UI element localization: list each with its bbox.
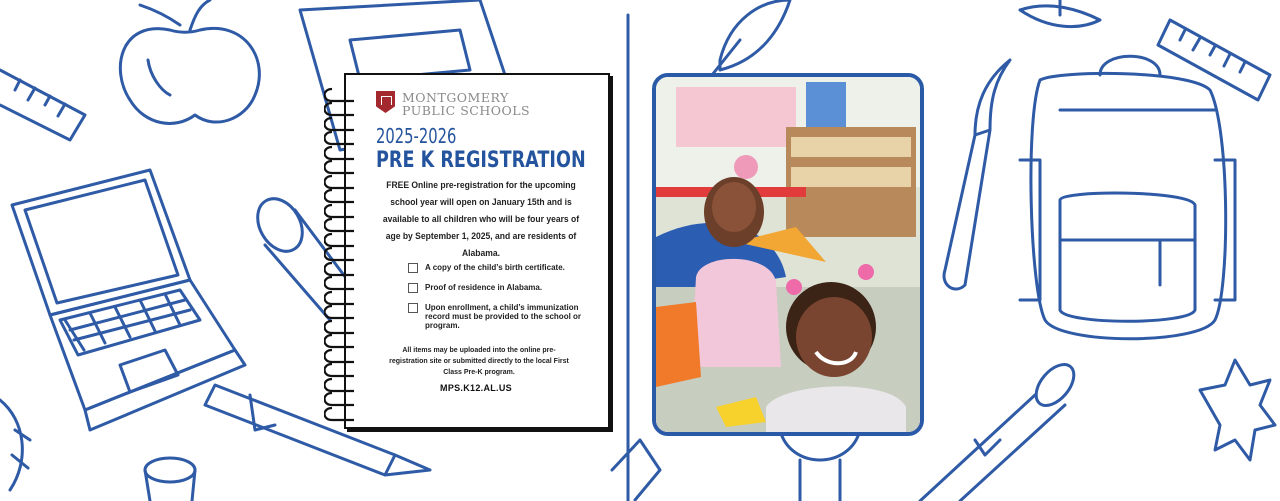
classroom-photo <box>652 73 924 436</box>
checkbox-icon <box>408 263 418 273</box>
rocket-icon <box>612 440 660 500</box>
cup-icon <box>780 430 860 501</box>
checkbox-icon <box>408 303 418 313</box>
apple-icon <box>120 0 259 123</box>
upload-note: All items may be uploaded into the online pre-registration site or submitted directly to the local First Class Pre-K program. <box>389 347 569 376</box>
checklist-item <box>408 303 598 330</box>
ruler-icon <box>1158 20 1270 100</box>
checkbox-icon <box>408 283 418 293</box>
paintbrush-icon <box>944 60 1010 289</box>
school-year: 2025-2026 <box>376 124 457 148</box>
logo-line-2: PUBLIC SCHOOLS <box>402 103 531 118</box>
intro-text: FREE Online pre-registration for the upcoming school year will open on January 15th and is available to all children who will be four years of age by September 1, 2025, and are residents of Alabama. <box>382 180 580 259</box>
ruler-icon <box>0 70 85 140</box>
checklist-item-label: Proof of residence in Alabama. <box>425 283 543 292</box>
tube-icon <box>145 458 195 501</box>
spiral-binding <box>324 83 358 423</box>
laptop-icon <box>12 170 245 430</box>
checklist-item <box>408 263 598 273</box>
checklist-item-label: Upon enrollment, a child’s immunization record must be provided to the school or program. <box>425 303 582 330</box>
maple-leaf-icon <box>1200 360 1275 460</box>
leaf-icon <box>0 400 30 490</box>
logo-line-1: MONTGOMERY <box>402 90 509 105</box>
website-url: MPS.K12.AL.US <box>440 383 512 393</box>
leaf-icon <box>1020 0 1100 27</box>
backpack-icon <box>1020 56 1235 339</box>
flyer-title: PRE K REGISTRATION <box>376 148 586 173</box>
checklist-item <box>408 283 598 293</box>
children-photo-illustration <box>656 77 920 432</box>
registration-flyer <box>344 73 610 429</box>
school-logo <box>376 91 530 117</box>
checklist-item-label: A copy of the child’s birth certificate. <box>425 263 565 272</box>
test-tube-icon <box>920 358 1081 501</box>
shield-icon <box>376 91 395 113</box>
requirements-checklist <box>408 263 598 340</box>
